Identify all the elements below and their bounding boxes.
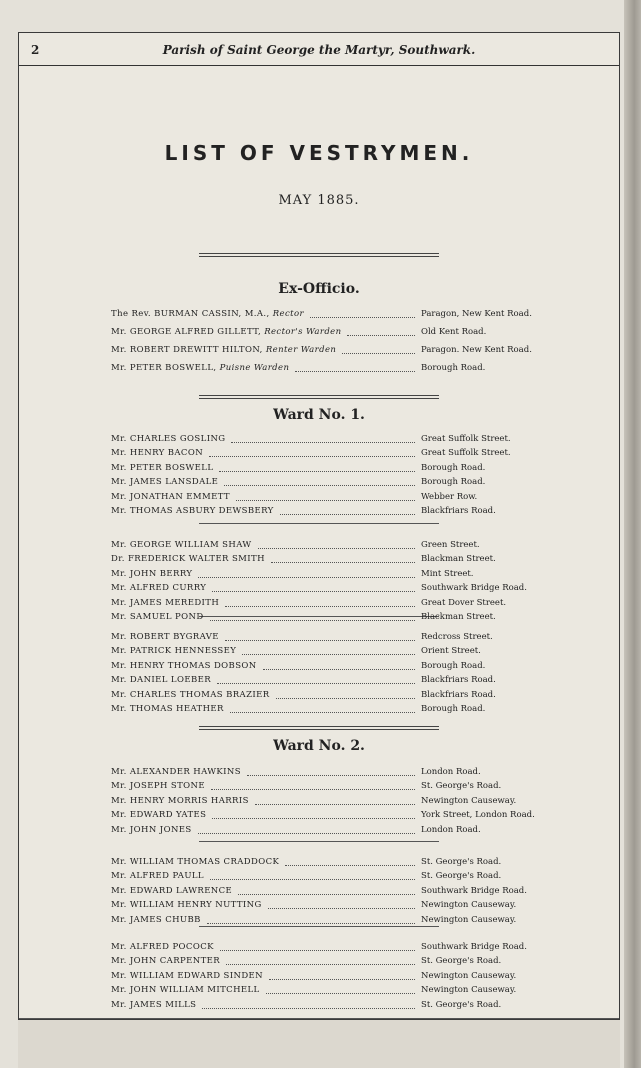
vestryman-name-text: Dr. FREDERICK WALTER SMITH [111,554,265,565]
document-page [18,32,620,1020]
vestryman-entry [111,433,589,446]
vestryman-address: Borough Road. [421,363,486,373]
vestryman-entry [111,539,589,552]
section-title: Ward No. 2. [273,738,365,754]
vestryman-name [111,611,204,624]
leader-dots [247,775,415,776]
vestryman-name [111,899,262,912]
leader-dots [219,471,415,472]
leader-dots [217,683,415,684]
vestryman-name [111,491,230,504]
vestryman-address: Southwark Bridge Road. [421,942,527,952]
vestryman-name [111,870,204,883]
vestryman-name [111,645,236,658]
vestryman-name [111,597,219,610]
vestryman-entry [111,984,589,997]
vestryman-name-text: Mr. EDWARD LAWRENCE [111,885,233,896]
vestryman-address: Blackman Street. [421,554,496,565]
vestryman-entry [111,447,589,460]
vestryman-name [111,553,265,566]
leader-dots [224,485,415,486]
vestryman-name-text: Mr. CHARLES THOMAS BRAZIER [111,689,270,700]
vestryman-name-text: Mr. ROBERT DREWITT HILTON, [111,345,266,355]
vestryman-name [111,856,279,869]
vestryman-name-text: Mr. JAMES LANSDALE [111,477,219,488]
vestryman-entry [111,824,589,837]
vestryman-address: Paragon. New Kent Road. [421,345,532,355]
vestryman-entry [111,476,589,489]
vestryman-name [111,795,249,808]
vestryman-name [111,447,203,460]
vestryman-entry [111,689,589,702]
page-number: 2 [31,43,40,57]
vestryman-address: Borough Road. [421,660,486,671]
leader-dots [226,964,415,965]
leader-dots [268,908,415,909]
vestryman-address: Borough Road. [421,704,486,714]
vestryman-name [111,674,211,687]
vestryman-name [111,308,304,321]
vestryman-entry [111,899,589,912]
leader-dots [225,606,415,607]
vestryman-name-text: Mr. SAMUEL POND [111,612,204,622]
vestryman-name-text: Mr. WILLIAM HENRY NUTTING [111,900,262,911]
vestryman-name-text: Mr. GEORGE ALFRED GILLETT, [111,327,265,337]
vestryman-name [111,809,206,822]
vestryman-address: Borough Road. [421,477,486,488]
vestryman-name [111,582,206,595]
leader-dots [210,620,415,621]
vestryman-name-text: Mr. CHARLES GOSLING [111,434,226,444]
leader-dots [211,789,415,790]
vestryman-name [111,999,196,1012]
leader-dots [263,669,415,670]
group-rule [199,841,439,842]
leader-dots [276,698,415,699]
vestryman-address: London Road. [421,767,481,777]
vestryman-entry [111,703,589,716]
vestryman-name-text: The Rev. BURMAN CASSIN, M.A., [111,309,273,319]
vestryman-name [111,970,263,983]
vestryman-name [111,362,289,375]
vestryman-address: Borough Road. [421,462,486,473]
vestryman-name-text: Mr. EDWARD YATES [111,810,207,821]
vestryman-name [111,914,201,927]
vestryman-name [111,631,219,644]
group-rule [199,523,439,524]
section-title: Ex-Officio. [278,281,360,297]
leader-dots [280,514,415,515]
vestryman-address: Newington Causeway. [421,795,517,806]
leader-dots [242,654,415,655]
vestryman-entry [111,809,589,822]
vestryman-address: St. George's Road. [421,781,502,792]
leader-dots [310,317,415,318]
header-rule [19,65,619,66]
section-divider [199,253,439,257]
leader-dots [207,923,415,924]
vestryman-address: Redcross Street. [421,632,493,642]
leader-dots [258,548,415,549]
vestryman-role: Renter Warden [265,345,337,355]
vestryman-role: Puisne Warden [219,363,290,373]
vestryman-address: St. George's Road. [421,871,502,882]
vestryman-address: St. George's Road. [421,956,502,967]
vestryman-name-text: Mr. JAMES CHUBB [111,914,201,925]
vestryman-name-text: Mr. GEORGE WILLIAM SHAW [111,540,252,550]
vestryman-address: London Road. [421,824,481,835]
vestryman-address: Newington Causeway. [421,970,517,981]
leader-dots [295,371,415,372]
vestryman-entry [111,631,589,644]
leader-dots [269,979,415,980]
vestryman-entry [111,597,589,610]
leader-dots [342,353,415,354]
leader-dots [347,335,415,336]
leader-dots [236,500,415,501]
vestryman-entry [111,856,589,869]
vestryman-address: Mint Street. [421,568,474,579]
vestryman-name [111,780,205,793]
vestryman-name-text: Mr. WILLIAM EDWARD SINDEN [111,970,263,981]
page-edge-strip [624,0,641,1068]
leader-dots [271,562,415,563]
vestryman-name [111,824,192,837]
vestryman-entry [111,914,589,927]
vestryman-address: Great Suffolk Street. [421,448,511,459]
header-title: Parish of Saint George the Martyr, Southwark. [162,43,476,57]
vestryman-name-text: Mr. THOMAS ASBURY DEWSBERY [111,506,274,516]
vestryman-name [111,703,224,716]
vestryman-entry [111,568,589,581]
vestryman-name [111,660,257,673]
vestryman-name-text: Mr. JOHN CARPENTER [111,956,221,967]
vestryman-role: Rector's Warden [264,327,342,337]
vestryman-name-text: Mr. HENRY BACON [111,448,204,459]
vestryman-address: Old Kent Road. [421,327,487,337]
document-title: LIST OF VESTRYMEN. [164,141,474,165]
vestryman-address: Newington Causeway. [421,914,517,925]
vestryman-entry [111,553,589,566]
vestryman-name [111,476,218,489]
vestryman-role: Rector [272,309,304,319]
vestryman-name-text: Mr. ROBERT BYGRAVE [111,632,219,642]
leader-dots [198,833,415,834]
vestryman-name [111,433,225,446]
vestryman-entry [111,505,589,518]
vestryman-address: St. George's Road. [421,857,502,867]
vestryman-name [111,505,274,518]
leader-dots [210,879,415,880]
section-divider [199,395,439,399]
leader-dots [230,712,415,713]
vestryman-name-text: Mr. WILLIAM THOMAS CRADDOCK [111,857,280,867]
vestryman-address: Blackman Street. [421,612,496,622]
vestryman-entry [111,582,589,595]
vestryman-entry [111,344,589,357]
vestryman-name [111,955,220,968]
vestryman-address: Southwark Bridge Road. [421,885,527,896]
vestryman-entry [111,645,589,658]
vestryman-entry [111,308,589,321]
vestryman-name-text: Mr. DANIEL LOEBER [111,675,212,686]
vestryman-entry [111,941,589,954]
vestryman-name [111,689,270,702]
vestryman-entry [111,885,589,898]
vestryman-name-text: Mr. JAMES MEREDITH [111,597,220,608]
vestryman-name-text: Mr. HENRY MORRIS HARRIS [111,795,249,806]
vestryman-name-text: Mr. PETER BOSWELL [111,462,214,473]
vestryman-name-text: Mr. PATRICK HENNESSEY [111,646,237,657]
leader-dots [266,993,415,994]
vestryman-name-text: Mr. ALFRED POCOCK [111,942,214,952]
leader-dots [198,577,415,578]
vestryman-name [111,344,336,357]
vestryman-name-text: Mr. JONATHAN EMMETT [111,491,230,502]
vestryman-entry [111,674,589,687]
leader-dots [202,1008,415,1009]
vestryman-name [111,984,260,997]
closing-rule [19,1018,619,1019]
vestryman-entry [111,999,589,1012]
vestryman-name-text: Mr. ALFRED CURRY [111,583,207,594]
leader-dots [209,456,415,457]
vestryman-address: Blackfriars Road. [421,675,496,686]
vestryman-name [111,766,241,779]
page-bottom-margin [18,1020,620,1068]
running-header [19,43,619,63]
vestryman-name-text: Mr. JOHN JONES [111,824,192,835]
vestryman-entry [111,326,589,339]
leader-dots [255,804,415,805]
vestryman-address: Blackfriars Road. [421,689,496,700]
leader-dots [212,591,415,592]
leader-dots [220,950,415,951]
vestryman-name [111,326,341,339]
vestryman-name-text: Mr. ALEXANDER HAWKINS [111,767,241,777]
vestryman-entry [111,462,589,475]
vestryman-name-text: Mr. JOSEPH STONE [111,781,205,792]
leader-dots [225,640,415,641]
vestryman-address: St. George's Road. [421,999,502,1010]
vestryman-entry [111,795,589,808]
vestryman-address: Great Suffolk Street. [421,434,511,444]
vestryman-address: Newington Causeway. [421,985,517,996]
vestryman-address: York Street, London Road. [421,810,535,821]
document-date: MAY 1885. [278,193,360,208]
vestryman-entry [111,362,589,375]
vestryman-entry [111,955,589,968]
leader-dots [231,442,415,443]
vestryman-name-text: Mr. JOHN BERRY [111,568,193,579]
vestryman-name-text: Mr. THOMAS HEATHER [111,704,224,714]
vestryman-address: Southwark Bridge Road. [421,583,527,594]
vestryman-entry [111,870,589,883]
leader-dots [285,865,415,866]
vestryman-name-text: Mr. ALFRED PAULL [111,871,204,882]
vestryman-address: Great Dover Street. [421,597,507,608]
vestryman-entry [111,660,589,673]
vestryman-entry [111,766,589,779]
vestryman-name-text: Mr. JOHN WILLIAM MITCHELL [111,985,260,996]
vestryman-name-text: Mr. HENRY THOMAS DOBSON [111,660,257,671]
vestryman-entry [111,491,589,504]
vestryman-name [111,462,213,475]
vestryman-entry [111,780,589,793]
vestryman-address: Webber Row. [421,491,478,502]
vestryman-address: Newington Causeway. [421,900,517,911]
vestryman-name [111,568,192,581]
vestryman-name [111,539,252,552]
vestryman-entry [111,611,589,624]
vestryman-entry [111,970,589,983]
vestryman-name-text: Mr. JAMES MILLS [111,999,197,1010]
leader-dots [238,894,415,895]
leader-dots [212,818,415,819]
vestryman-name [111,941,214,954]
vestryman-address: Blackfriars Road. [421,506,496,516]
vestryman-address: Orient Street. [421,646,481,657]
section-title: Ward No. 1. [273,407,365,423]
vestryman-name [111,885,232,898]
vestryman-name-text: Mr. PETER BOSWELL, [111,363,220,373]
vestryman-address: Paragon, New Kent Road. [421,309,532,319]
section-divider [199,726,439,730]
vestryman-address: Green Street. [421,540,480,550]
